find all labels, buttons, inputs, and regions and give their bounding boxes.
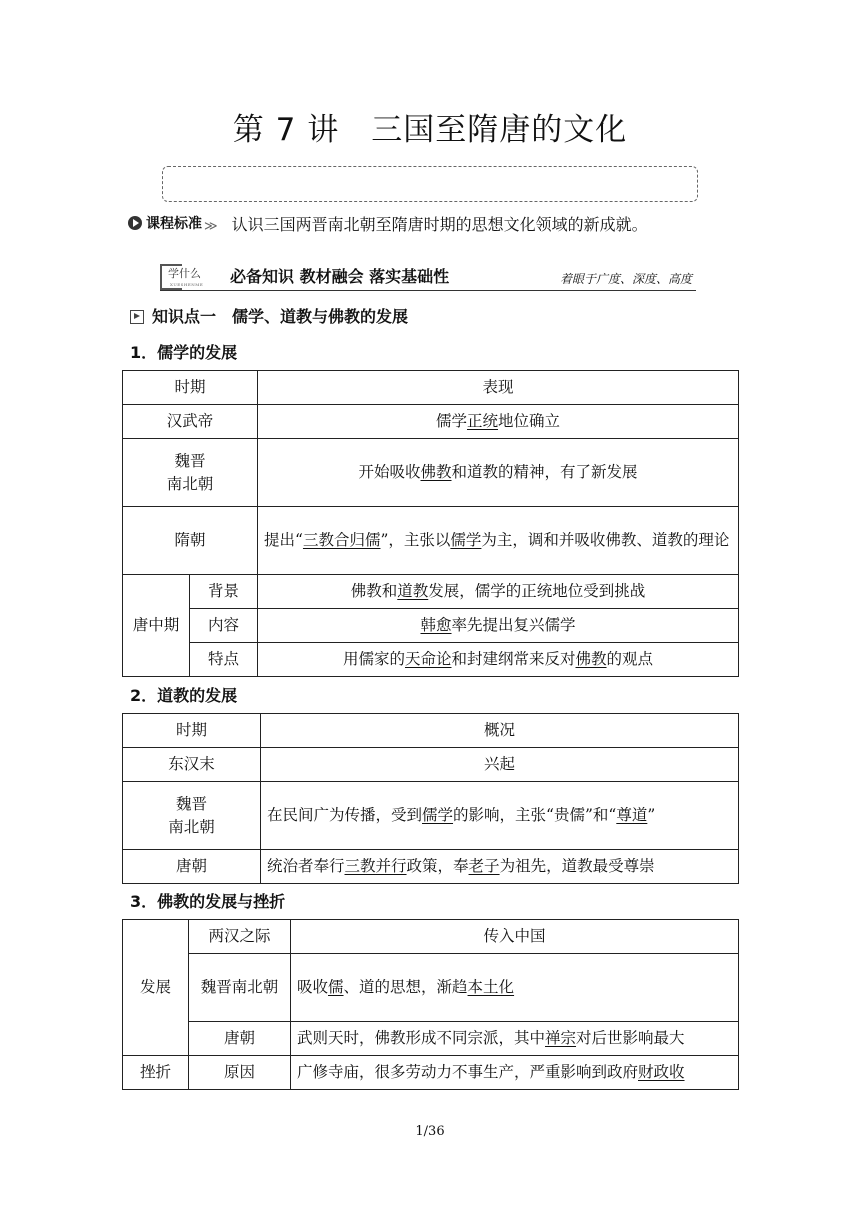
table-header: 时期 bbox=[123, 371, 258, 405]
table-row bbox=[123, 371, 739, 405]
table-cell: 在民间广为传播，受到儒学的影响，主张“贵儒”和“尊道” bbox=[261, 782, 739, 850]
table-cell: 魏晋南北朝 bbox=[189, 954, 291, 1022]
table-cell: 唐朝 bbox=[123, 850, 261, 884]
standard-text: 认识三国两晋南北朝至隋唐时期的思想文化领域的新成就。 bbox=[231, 215, 648, 234]
table-row bbox=[123, 1022, 739, 1056]
section-heading-taoism: 2．道教的发展 bbox=[130, 686, 238, 705]
table-cell: 统治者奉行三教并行政策，奉老子为祖先，道教最受尊崇 bbox=[261, 850, 739, 884]
table-cell: 发展 bbox=[123, 920, 189, 1056]
table-cell: 内容 bbox=[190, 609, 258, 643]
table-cell: 广修寺庙，很多劳动力不事生产，严重影响到政府财政收 bbox=[291, 1056, 739, 1090]
table-row bbox=[123, 405, 739, 439]
table-row bbox=[123, 850, 739, 884]
table-cell: 传入中国 bbox=[291, 920, 739, 954]
table-cell: 原因 bbox=[189, 1056, 291, 1090]
table-row bbox=[123, 643, 739, 677]
table-cell: 汉武帝 bbox=[123, 405, 258, 439]
table-row bbox=[123, 954, 739, 1022]
table-header: 概况 bbox=[261, 714, 739, 748]
table-cell: 魏晋 南北朝 bbox=[123, 782, 261, 850]
table-buddhism bbox=[122, 919, 739, 1090]
table-cell: 兴起 bbox=[261, 748, 739, 782]
logo-subtext: XUESHENME bbox=[170, 282, 204, 287]
table-cell: 魏晋 南北朝 bbox=[123, 439, 258, 507]
table-cell: 儒学正统地位确立 bbox=[258, 405, 739, 439]
table-cell: 特点 bbox=[190, 643, 258, 677]
table-row bbox=[123, 920, 739, 954]
section-heading-buddhism: 3．佛教的发展与挫折 bbox=[130, 892, 286, 911]
dashed-box bbox=[162, 166, 698, 202]
table-cell: 吸收儒、道的思想，渐趋本土化 bbox=[291, 954, 739, 1022]
banner-subtitle: 着眼于广度、深度、高度 bbox=[559, 272, 692, 286]
table-cell: 韩愈率先提出复兴儒学 bbox=[258, 609, 739, 643]
table-cell: 两汉之际 bbox=[189, 920, 291, 954]
table-cell: 背景 bbox=[190, 575, 258, 609]
knowledge-point-label: 知识点一 儒学、道教与佛教的发展 bbox=[152, 307, 409, 326]
table-cell: 武则天时，佛教形成不同宗派，其中禅宗对后世影响最大 bbox=[291, 1022, 739, 1056]
standard-badge bbox=[128, 213, 202, 233]
table-header: 表现 bbox=[258, 371, 739, 405]
table-row bbox=[123, 782, 739, 850]
table-cell: 隋朝 bbox=[123, 507, 258, 575]
logo-icon bbox=[160, 264, 208, 290]
table-cell: 提出“三教合归儒”，主张以儒学为主，调和并吸收佛教、道教的理论 bbox=[258, 507, 739, 575]
table-cell: 唐朝 bbox=[189, 1022, 291, 1056]
table-row bbox=[123, 609, 739, 643]
page-number: 1/36 bbox=[415, 1124, 445, 1139]
double-chevron-icon: ≫ bbox=[204, 219, 218, 234]
table-taoism bbox=[122, 713, 739, 884]
table-cell: 用儒家的天命论和封建纲常来反对佛教的观点 bbox=[258, 643, 739, 677]
course-standard bbox=[128, 212, 648, 235]
logo-text: 学什么 bbox=[168, 267, 201, 280]
table-row bbox=[123, 1056, 739, 1090]
table-cell: 唐中期 bbox=[123, 575, 190, 677]
section-heading-confucianism: 1．儒学的发展 bbox=[130, 343, 238, 362]
table-cell: 佛教和道教发展，儒学的正统地位受到挑战 bbox=[258, 575, 739, 609]
table-row bbox=[123, 575, 739, 609]
banner-title: 必备知识 教材融会 落实基础性 bbox=[230, 267, 450, 286]
play-square-icon bbox=[130, 310, 144, 324]
table-cell: 开始吸收佛教和道教的精神，有了新发展 bbox=[258, 439, 739, 507]
table-row bbox=[123, 507, 739, 575]
standard-badge-label: 课程标准 bbox=[146, 216, 202, 232]
table-row bbox=[123, 714, 739, 748]
page-title: 第 7 讲 三国至隋唐的文化 bbox=[232, 112, 628, 148]
table-cell: 挫折 bbox=[123, 1056, 189, 1090]
table-row bbox=[123, 439, 739, 507]
section-banner bbox=[160, 262, 696, 291]
play-icon bbox=[128, 216, 142, 230]
knowledge-point-heading bbox=[130, 304, 408, 327]
table-confucianism bbox=[122, 370, 739, 677]
table-header: 时期 bbox=[123, 714, 261, 748]
table-cell: 东汉末 bbox=[123, 748, 261, 782]
table-row bbox=[123, 748, 739, 782]
